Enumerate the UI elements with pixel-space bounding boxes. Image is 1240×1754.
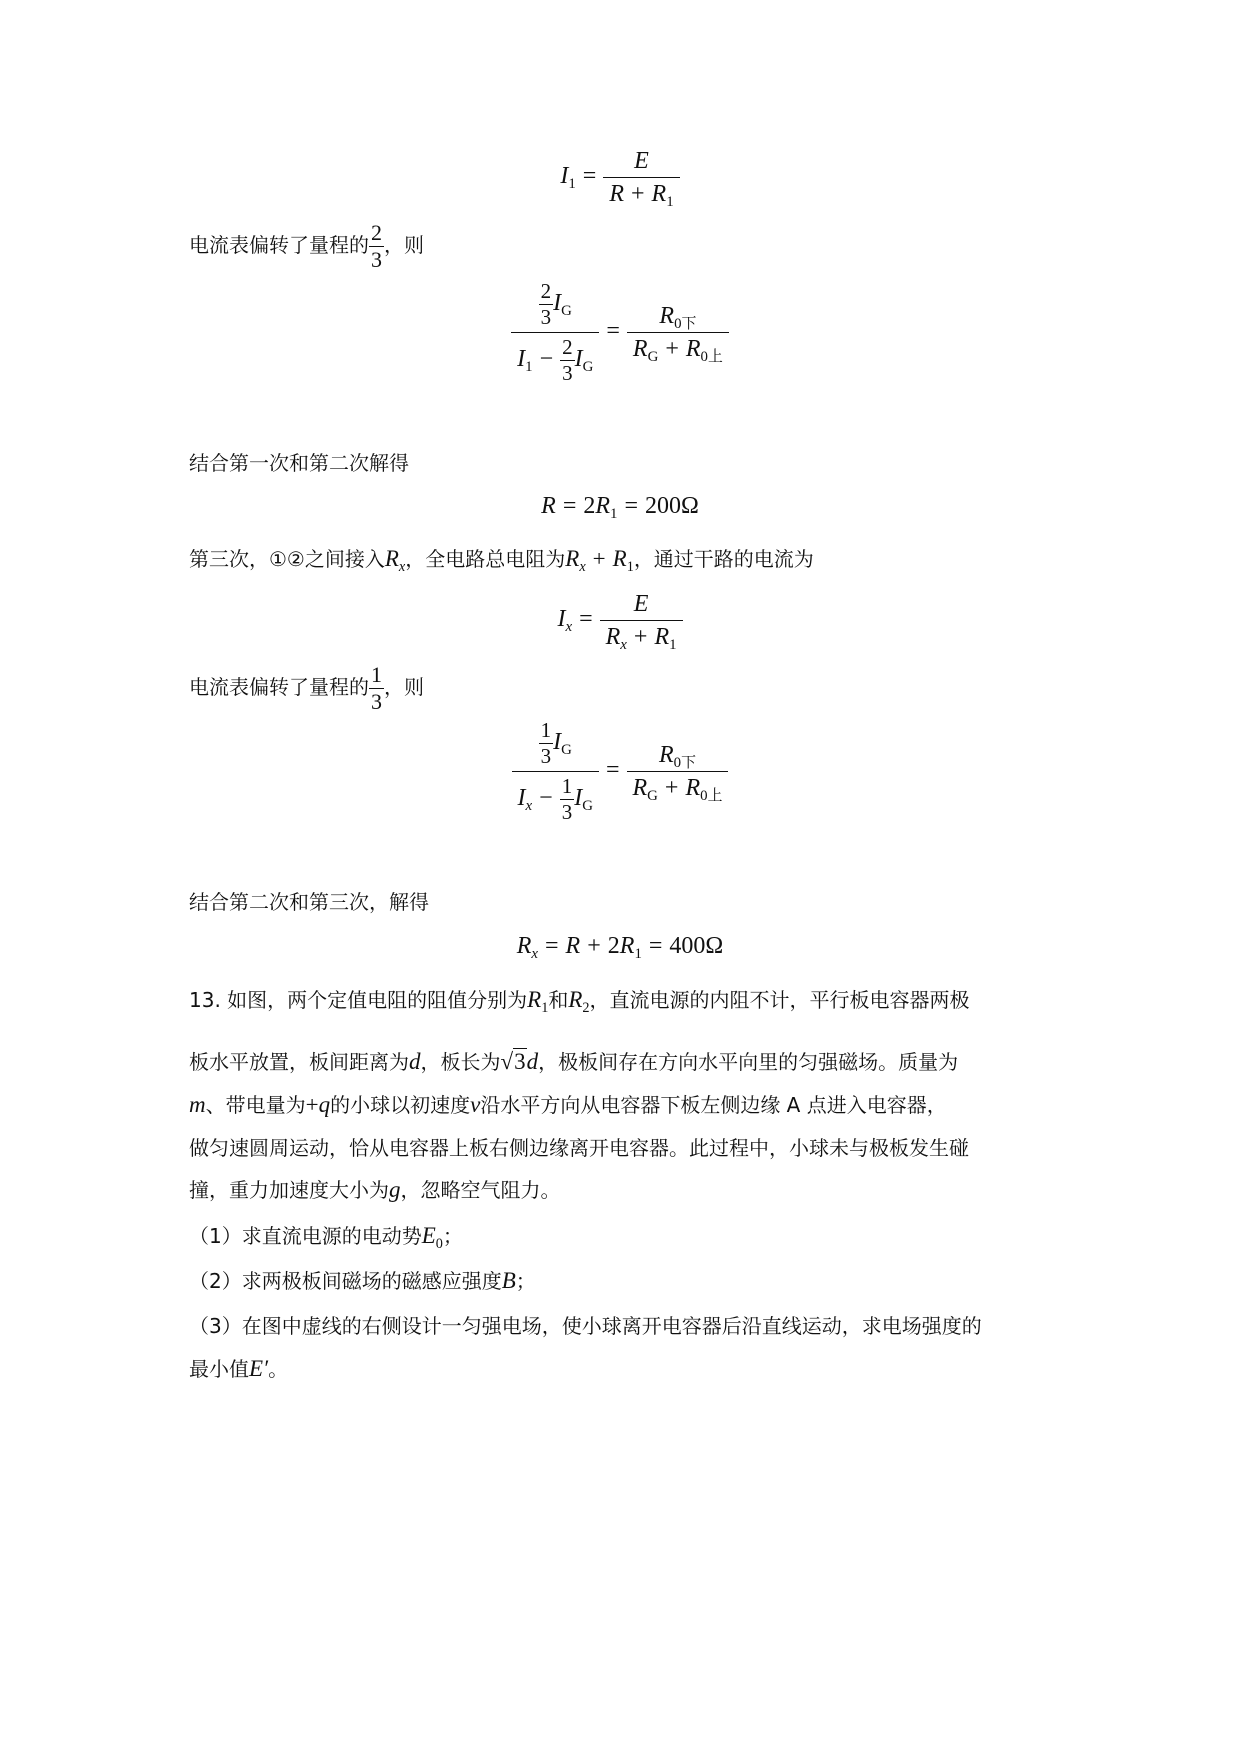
text-third-time: 第三次，①②之间接入$R_x$，全电路总电阻为$R_x + R_1$，通过干路的电流为 [189, 546, 814, 575]
text-deflection-one-third: 电流表偏转了量程的 $\frac{1}{3}$ ，则 [189, 662, 424, 714]
equation-one-third-ratio: $\frac{1}{3}$ $I_G$ $I_x$ − $\frac{1}{3}$ $I_G$ = $\frac{R_{0下}}{R_G + R_{0上}}$ [0, 719, 1240, 824]
q13-part-3: （3）在图中虚线的右侧设计一匀强电场，使小球离开电容器后沿直线运动，求电场强度的 [189, 1314, 982, 1338]
equation-r-value: $R = 2R_1 = 200\Omega$ [541, 493, 699, 523]
q13-line-1: 13. 如图，两个定值电阻的阻值分别为$R_1$和$R_2$，直流电源的内阻不计，平行板电容器两极 [189, 987, 970, 1016]
equation-i1: $I_1$ = $\frac{E}{R + R_1}$ [0, 148, 1240, 207]
q13-part-2: （2）求两极板间磁场的磁感应强度B； [189, 1268, 536, 1293]
text-combine-first-second: 结合第一次和第二次解得 [189, 451, 409, 475]
equation-rx-value: $R_x = R + 2R_1 = 400\Omega$ [516, 933, 724, 963]
q13-line-5: 撞，重力加速度大小为g，忽略空气阻力。 [189, 1177, 561, 1202]
text-combine-second-third: 结合第二次和第三次，解得 [189, 890, 429, 914]
q13-part-1: （1）求直流电源的电动势$E_0$； [189, 1223, 463, 1252]
q13-part-3-cont: 最小值E′。 [189, 1356, 289, 1381]
q13-line-2: 板水平放置，板间距离为d，板长为√3d，极板间存在方向水平向里的匀强磁场。质量为 [189, 1049, 959, 1074]
q13-line-4: 做匀速圆周运动，恰从电容器上板右侧边缘离开电容器。此过程中，小球未与极板发生碰 [189, 1136, 969, 1160]
sqrt-symbol: √3 [500, 1049, 526, 1074]
equation-two-thirds-ratio: $\frac{2}{3}$ $I_G$ $I_1$ − $\frac{2}{3}$ $I_G$ = $\frac{R_{0下}}{R_G + R_{0上}}$ [0, 280, 1240, 385]
equation-ix: $I_x$ = $\frac{E}{R_x + R_1}$ [0, 591, 1240, 650]
text-deflection-two-thirds: 电流表偏转了量程的 $\frac{2}{3}$ ，则 [189, 220, 424, 272]
q13-line-3: m、带电量为+q的小球以初速度v沿水平方向从电容器下板左侧边缘 A 点进入电容器， [189, 1092, 947, 1117]
